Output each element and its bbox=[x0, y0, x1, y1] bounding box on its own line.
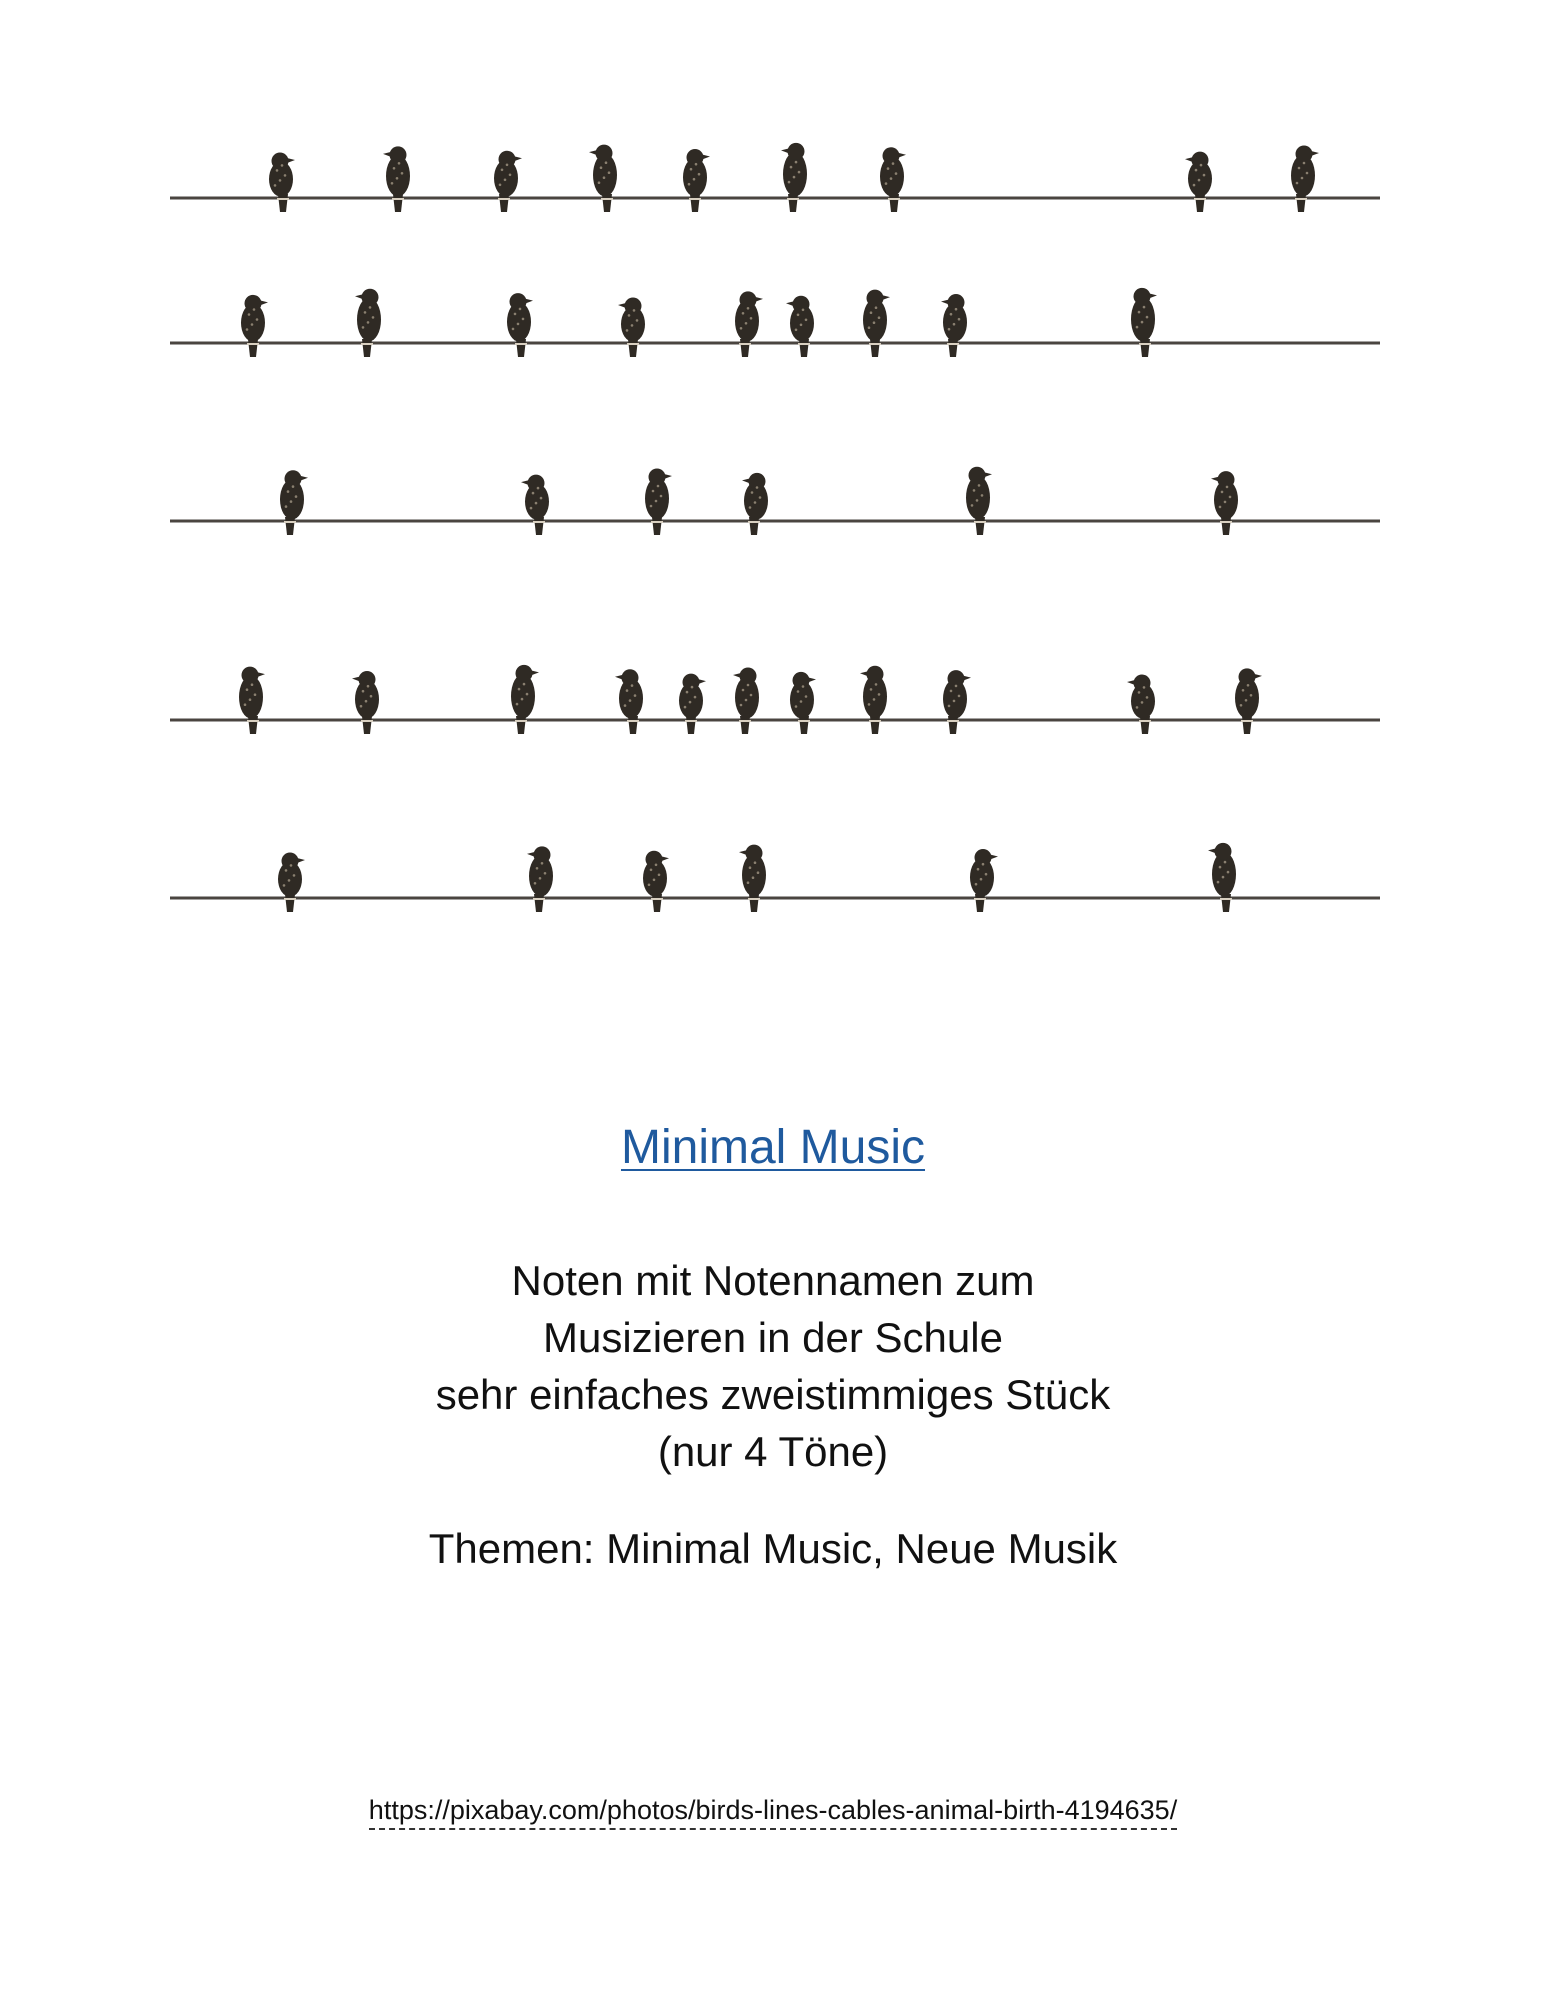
description-line: sehr einfaches zweistimmiges Stück bbox=[435, 1371, 1111, 1418]
bird bbox=[494, 151, 522, 212]
source-link[interactable] bbox=[0, 1792, 1546, 1828]
bird bbox=[742, 473, 768, 535]
bird bbox=[966, 467, 992, 535]
bird bbox=[355, 289, 381, 357]
themes-line: Themen: Minimal Music, Neue Musik bbox=[428, 1525, 1118, 1572]
bird bbox=[241, 295, 268, 357]
bird bbox=[739, 845, 766, 912]
page-title[interactable]: Minimal Music bbox=[620, 1121, 926, 1174]
bird bbox=[880, 147, 906, 212]
bird bbox=[615, 669, 643, 734]
birds-on-wires-image bbox=[170, 75, 1380, 980]
bird bbox=[1235, 668, 1262, 734]
bird bbox=[527, 846, 553, 912]
bird bbox=[1291, 146, 1319, 213]
bird bbox=[645, 469, 672, 536]
bird bbox=[863, 290, 890, 357]
bird bbox=[860, 666, 887, 734]
bird bbox=[643, 851, 669, 912]
bird bbox=[278, 853, 305, 912]
description bbox=[0, 1252, 1546, 1480]
bird bbox=[786, 296, 814, 357]
description-line: Musizieren in der Schule bbox=[543, 1314, 1003, 1361]
bird bbox=[511, 665, 539, 734]
source-url: https://pixabay.com/photos/birds-lines-cables-animal-birth-4194635/ bbox=[369, 1795, 1177, 1830]
description-line: Noten mit Notennamen zum bbox=[511, 1257, 1035, 1304]
bird bbox=[941, 294, 967, 357]
bird bbox=[683, 149, 710, 212]
bird bbox=[733, 668, 759, 735]
bird bbox=[943, 670, 971, 734]
bird bbox=[269, 153, 295, 212]
bird bbox=[1208, 843, 1236, 912]
bird bbox=[352, 671, 379, 734]
bird bbox=[589, 145, 617, 212]
bird bbox=[239, 667, 265, 734]
bird bbox=[790, 672, 816, 734]
bird bbox=[679, 674, 706, 734]
bird bbox=[1185, 152, 1212, 212]
bird bbox=[1131, 288, 1157, 357]
bird bbox=[970, 849, 998, 912]
bird bbox=[507, 293, 533, 357]
description-line: (nur 4 Töne) bbox=[657, 1428, 889, 1475]
bird bbox=[618, 298, 645, 357]
bird bbox=[521, 475, 549, 535]
bird bbox=[1211, 471, 1238, 535]
bird bbox=[280, 470, 308, 535]
bird bbox=[383, 146, 410, 212]
bird bbox=[781, 143, 807, 212]
bird bbox=[735, 291, 763, 357]
bird bbox=[1127, 675, 1155, 734]
